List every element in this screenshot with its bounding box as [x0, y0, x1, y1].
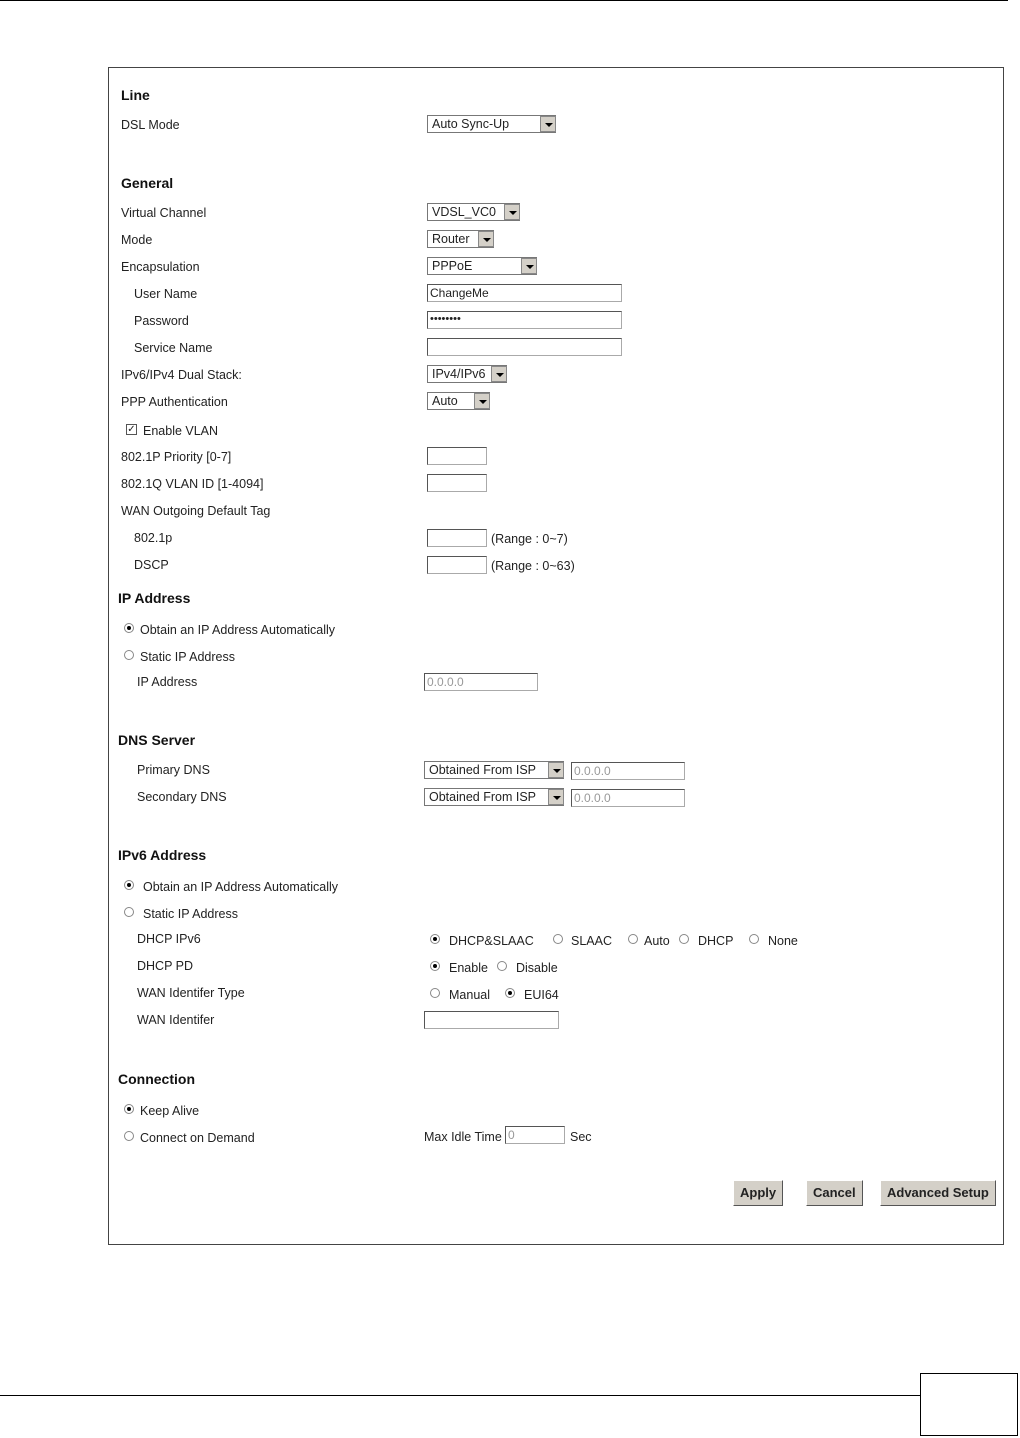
sec-label: Sec: [570, 1130, 592, 1144]
max-idle-label: Max Idle Time: [424, 1130, 502, 1144]
password-label: Password: [134, 314, 189, 328]
mode-select[interactable]: [427, 230, 494, 248]
ip-address-input[interactable]: 0.0.0.0: [424, 673, 538, 691]
section-ip-address: IP Address: [118, 590, 191, 606]
user-name-label: User Name: [134, 287, 198, 301]
dsl-mode-value: Auto Sync-Up: [432, 117, 510, 131]
pd-disable-radio[interactable]: [497, 961, 507, 971]
chevron-down-icon: [478, 231, 494, 247]
dhcp-label: DHCP: [698, 934, 734, 948]
priority-label: 802.1P Priority [0-7]: [121, 450, 232, 464]
manual-label: Manual: [449, 988, 490, 1002]
pd-disable-label: Disable: [516, 961, 558, 975]
cancel-button[interactable]: Cancel: [806, 1180, 863, 1206]
eui64-radio[interactable]: [505, 988, 515, 998]
none-label: None: [768, 934, 798, 948]
wan-id-type-label: WAN Identifer Type: [137, 986, 245, 1000]
vlan-id-label: 802.1Q VLAN ID [1-4094]: [121, 477, 264, 491]
chevron-down-icon: [548, 762, 564, 778]
virtual-channel-value: VDSL_VC0: [432, 205, 496, 219]
mode-value: Router: [432, 232, 470, 246]
dual-stack-select[interactable]: [427, 365, 507, 383]
slaac-label: SLAAC: [571, 934, 612, 948]
auto-radio[interactable]: [628, 934, 638, 944]
encapsulation-label: Encapsulation: [121, 260, 200, 274]
enable-vlan-checkbox[interactable]: ✓: [127, 424, 136, 435]
dual-stack-label: IPv6/IPv4 Dual Stack:: [121, 368, 242, 382]
dscp-label: DSCP: [134, 558, 169, 572]
ppp-auth-value: Auto: [432, 394, 458, 408]
outgoing-tag-label: WAN Outgoing Default Tag: [121, 504, 271, 518]
ppp-auth-label: PPP Authentication: [121, 395, 228, 409]
primary-dns-select[interactable]: [424, 761, 564, 779]
none-radio[interactable]: [749, 934, 759, 944]
secondary-dns-input[interactable]: 0.0.0.0: [571, 789, 685, 807]
ip-auto-label: Obtain an IP Address Automatically: [140, 623, 336, 637]
wan-settings-panel: [108, 67, 1004, 1245]
section-connection: Connection: [118, 1071, 195, 1087]
ip-address-label: IP Address: [137, 675, 198, 689]
ppp-auth-select[interactable]: [427, 392, 490, 410]
service-name-input[interactable]: [427, 338, 622, 356]
mode-label: Mode: [121, 233, 153, 247]
dual-stack-value: IPv4/IPv6: [432, 367, 486, 381]
on-demand-radio[interactable]: [124, 1131, 134, 1141]
encapsulation-value: PPPoE: [432, 259, 473, 273]
ipv6-auto-label: Obtain an IP Address Automatically: [143, 880, 339, 894]
section-general: General: [121, 175, 174, 191]
manual-radio[interactable]: [430, 988, 440, 998]
primary-dns-mode: Obtained From ISP: [429, 763, 536, 777]
enable-vlan-label: Enable VLAN: [143, 424, 219, 438]
chevron-down-icon: [491, 366, 507, 382]
chevron-down-icon: [521, 258, 537, 274]
password-input[interactable]: ••••••••: [427, 311, 622, 329]
slaac-radio[interactable]: [553, 934, 563, 944]
virtual-channel-select[interactable]: [427, 203, 520, 221]
keep-alive-label: Keep Alive: [140, 1104, 200, 1118]
dscp-input[interactable]: [427, 556, 487, 574]
ip-auto-radio[interactable]: [124, 623, 134, 633]
section-ipv6: IPv6 Address: [118, 847, 207, 863]
dsl-mode-select[interactable]: [427, 115, 556, 133]
pd-enable-radio[interactable]: [430, 961, 440, 971]
chevron-down-icon: [504, 204, 520, 220]
page-number-box: [920, 1373, 1018, 1436]
ip-static-radio[interactable]: [124, 650, 134, 660]
p8021-label: 802.1p: [134, 531, 173, 545]
virtual-channel-label: Virtual Channel: [121, 206, 207, 220]
dhcp-slaac-radio[interactable]: [430, 934, 440, 944]
section-dns: DNS Server: [118, 732, 196, 748]
secondary-dns-mode: Obtained From ISP: [429, 790, 536, 804]
priority-input[interactable]: [427, 447, 487, 465]
secondary-dns-select[interactable]: [424, 788, 564, 806]
dhcp-radio[interactable]: [679, 934, 689, 944]
wan-id-label: WAN Identifer: [137, 1013, 215, 1027]
footer-rule: [0, 1395, 920, 1396]
auto-label: Auto: [644, 934, 670, 948]
eui64-label: EUI64: [524, 988, 559, 1002]
max-idle-input[interactable]: 0: [505, 1126, 565, 1144]
dsl-mode-label: DSL Mode: [121, 118, 180, 132]
service-name-label: Service Name: [134, 341, 213, 355]
p8021-input[interactable]: [427, 529, 487, 547]
ipv6-static-radio[interactable]: [124, 907, 134, 917]
pd-enable-label: Enable: [449, 961, 488, 975]
ipv6-auto-radio[interactable]: [124, 880, 134, 890]
on-demand-label: Connect on Demand: [140, 1131, 255, 1145]
chevron-down-icon: [474, 393, 490, 409]
dscp-range: (Range : 0~63): [491, 559, 575, 573]
apply-button[interactable]: Apply: [733, 1180, 783, 1206]
chevron-down-icon: [548, 789, 564, 805]
secondary-dns-label: Secondary DNS: [137, 790, 227, 804]
ipv6-static-label: Static IP Address: [143, 907, 238, 921]
dhcp-pd-label: DHCP PD: [137, 959, 194, 973]
dhcp-slaac-label: DHCP&SLAAC: [449, 934, 534, 948]
vlan-id-input[interactable]: [427, 474, 487, 492]
advanced-setup-button[interactable]: Advanced Setup: [880, 1180, 996, 1206]
dhcp-ipv6-label: DHCP IPv6: [137, 932, 201, 946]
primary-dns-label: Primary DNS: [137, 763, 210, 777]
section-line: Line: [121, 87, 150, 103]
user-name-input[interactable]: ChangeMe: [427, 284, 622, 302]
top-rule: [0, 0, 1008, 1]
chevron-down-icon: [540, 116, 556, 132]
ip-static-label: Static IP Address: [140, 650, 235, 664]
wan-id-input[interactable]: [424, 1011, 559, 1029]
p8021-range: (Range : 0~7): [491, 532, 568, 546]
primary-dns-input[interactable]: 0.0.0.0: [571, 762, 685, 780]
encapsulation-select[interactable]: [427, 257, 537, 275]
keep-alive-radio[interactable]: [124, 1104, 134, 1114]
